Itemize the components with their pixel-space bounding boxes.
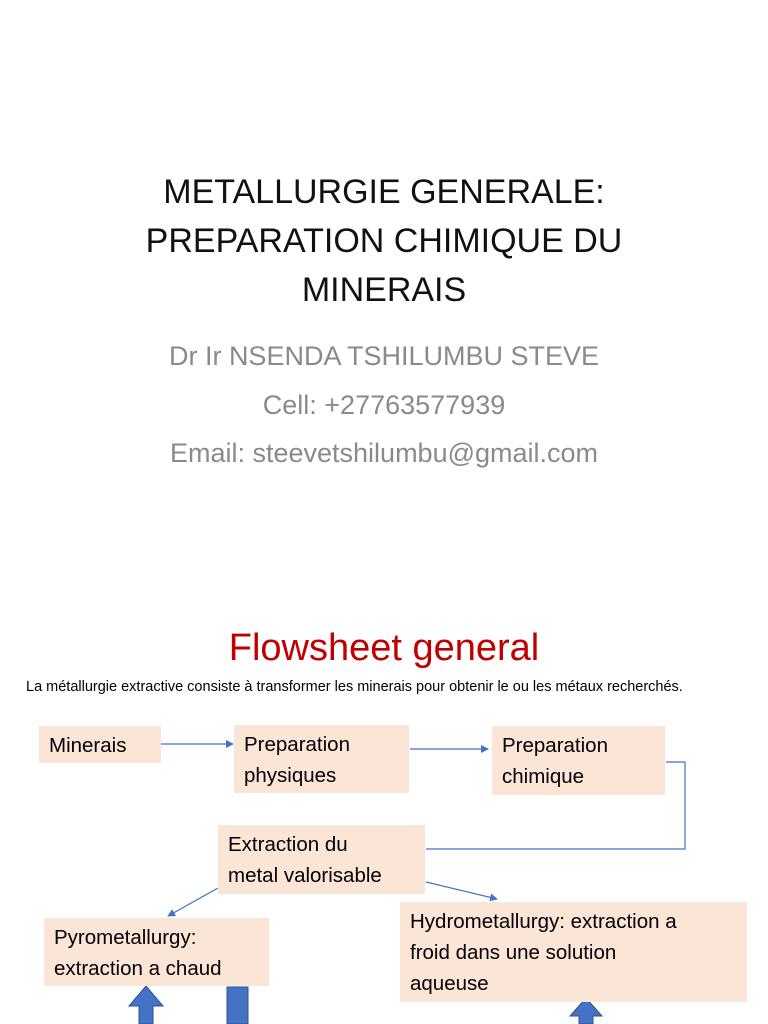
author-email: Email: steevetshilumbu@gmail.com: [169, 438, 599, 468]
box-text-line: extraction a chaud: [54, 957, 222, 980]
arrow-extraction-to-hydro: [426, 882, 497, 899]
flowsheet-slide: [0, 595, 768, 1024]
block-arrow-right: [227, 987, 248, 1024]
box-text-line: Pyrometallurgy:: [54, 926, 197, 949]
box-minerais: [39, 726, 161, 763]
up-arrow-left: [129, 986, 163, 1024]
box-extraction-metal: [218, 825, 425, 894]
arrow-extraction-to-pyro: [168, 888, 218, 916]
box-text-line: Hydrometallurgy: extraction a: [410, 910, 677, 933]
box-text-line: chimique: [502, 765, 585, 788]
author-name: Dr Ir NSENDA TSHILUMBU STEVE: [168, 341, 600, 371]
author-info: [0, 332, 768, 478]
box-text-line: Minerais: [49, 734, 127, 757]
box-text-line: Preparation: [244, 733, 350, 756]
box-text-line: Preparation: [502, 734, 608, 757]
box-hydrometallurgy: [400, 902, 747, 1002]
author-phone: Cell: +27763577939: [262, 389, 506, 420]
box-text-line: Extraction du: [228, 833, 348, 856]
box-pyrometallurgy: [44, 918, 269, 986]
box-text-line: physiques: [244, 764, 337, 787]
intro-text: La métallurgie extractive consiste à transformer les minerais pour obtenir le ou les métaux recherchés.: [26, 679, 683, 695]
box-preparation-physiques: [234, 725, 409, 793]
title-line-2: PREPARATION CHIMIQUE DU: [145, 222, 623, 260]
box-text-line: froid dans une solution: [410, 941, 617, 964]
title-line-1: METALLURGIE GENERALE:: [163, 173, 605, 211]
title-line-3: MINERAIS: [301, 271, 467, 309]
box-text-line: aqueuse: [410, 972, 489, 995]
box-text-line: metal valorisable: [228, 864, 382, 887]
box-preparation-chimique: [492, 726, 665, 795]
flowsheet-title: Flowsheet general: [228, 627, 540, 669]
slide-title: [0, 168, 768, 315]
